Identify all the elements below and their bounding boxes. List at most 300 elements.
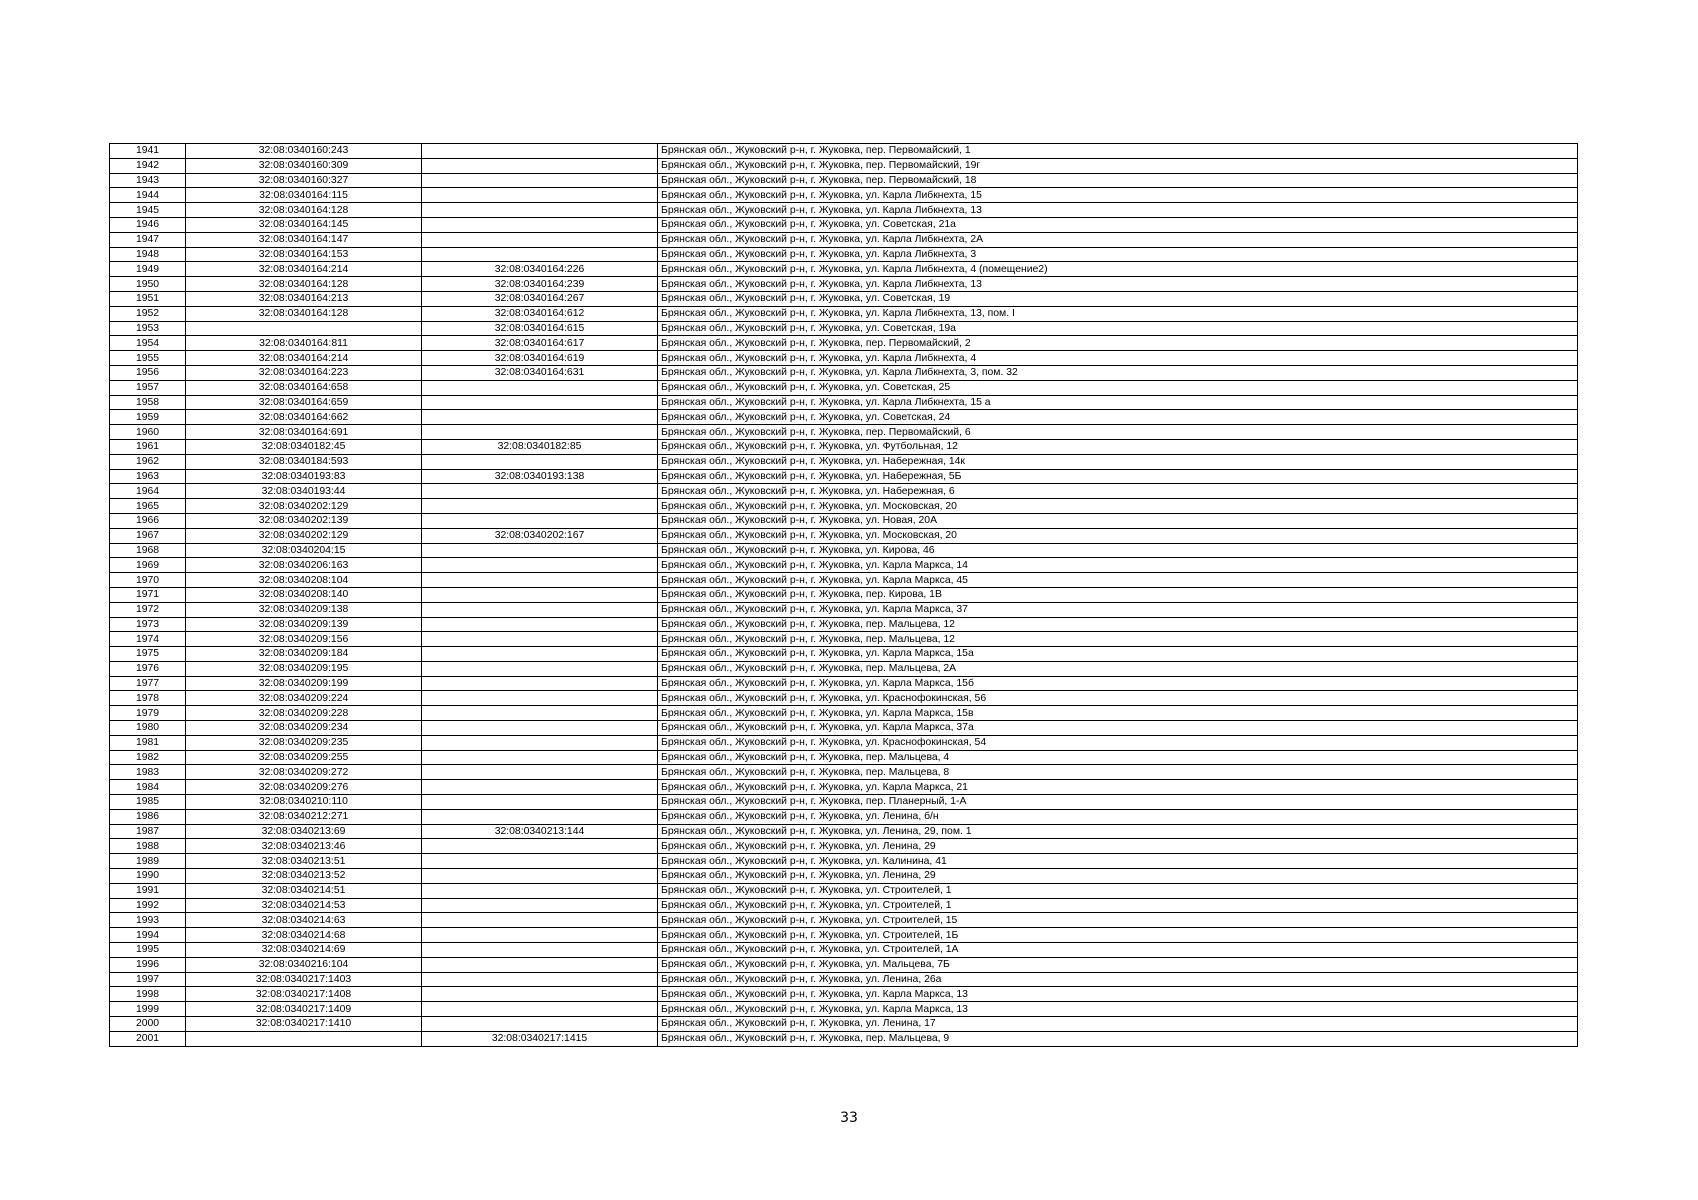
cadastral-number-cell: 32:08:0340160:243 <box>186 144 422 159</box>
table-row <box>110 395 1578 410</box>
row-number-cell: 1985 <box>110 795 186 810</box>
table-row <box>110 869 1578 884</box>
table-row <box>110 735 1578 750</box>
table-row <box>110 439 1578 454</box>
table-row <box>110 987 1578 1002</box>
row-number-cell: 1989 <box>110 854 186 869</box>
table-row <box>110 291 1578 306</box>
table-row <box>110 972 1578 987</box>
table-row <box>110 706 1578 721</box>
parent-cadastral-number-cell: 32:08:0340182:85 <box>422 439 658 454</box>
table-row <box>110 824 1578 839</box>
address-cell: Брянская обл., Жуковский р-н, г. Жуковка, ул. Ленина, 29 <box>658 839 1578 854</box>
address-cell: Брянская обл., Жуковский р-н, г. Жуковка, ул. Карла Маркса, 45 <box>658 573 1578 588</box>
parent-cadastral-number-cell <box>422 809 658 824</box>
address-cell: Брянская обл., Жуковский р-н, г. Жуковка, ул. Карла Маркса, 14 <box>658 558 1578 573</box>
address-cell: Брянская обл., Жуковский р-н, г. Жуковка, ул. Карла Либкнехта, 13 <box>658 203 1578 218</box>
table-row <box>110 247 1578 262</box>
cadastral-number-cell: 32:08:0340164:691 <box>186 425 422 440</box>
table-row <box>110 543 1578 558</box>
row-number-cell: 1951 <box>110 291 186 306</box>
cadastral-number-cell: 32:08:0340209:184 <box>186 647 422 662</box>
table-row <box>110 203 1578 218</box>
row-number-cell: 1958 <box>110 395 186 410</box>
table-row <box>110 780 1578 795</box>
row-number-cell: 1986 <box>110 809 186 824</box>
parent-cadastral-number-cell <box>422 425 658 440</box>
address-cell: Брянская обл., Жуковский р-н, г. Жуковка, ул. Советская, 24 <box>658 410 1578 425</box>
cadastral-number-cell: 32:08:0340209:199 <box>186 676 422 691</box>
address-cell: Брянская обл., Жуковский р-н, г. Жуковка, ул. Ленина, 29, пом. 1 <box>658 824 1578 839</box>
cadastral-number-cell: 32:08:0340209:195 <box>186 661 422 676</box>
parent-cadastral-number-cell <box>422 839 658 854</box>
parent-cadastral-number-cell <box>422 484 658 499</box>
cadastral-number-cell <box>186 1031 422 1046</box>
parent-cadastral-number-cell: 32:08:0340193:138 <box>422 469 658 484</box>
table-row <box>110 336 1578 351</box>
cadastral-number-cell: 32:08:0340164:128 <box>186 203 422 218</box>
cadastral-number-cell: 32:08:0340208:140 <box>186 587 422 602</box>
address-cell: Брянская обл., Жуковский р-н, г. Жуковка, ул. Карла Маркса, 21 <box>658 780 1578 795</box>
row-number-cell: 1979 <box>110 706 186 721</box>
table-row <box>110 262 1578 277</box>
parent-cadastral-number-cell: 32:08:0340164:267 <box>422 291 658 306</box>
cadastral-number-cell: 32:08:0340209:255 <box>186 750 422 765</box>
row-number-cell: 1988 <box>110 839 186 854</box>
address-cell: Брянская обл., Жуковский р-н, г. Жуковка, ул. Ленина, 26а <box>658 972 1578 987</box>
address-cell: Брянская обл., Жуковский р-н, г. Жуковка, пер. Мальцева, 9 <box>658 1031 1578 1046</box>
cadastral-number-cell: 32:08:0340193:83 <box>186 469 422 484</box>
address-cell: Брянская обл., Жуковский р-н, г. Жуковка, ул. Краснофокинская, 54 <box>658 735 1578 750</box>
cadastral-number-cell: 32:08:0340209:156 <box>186 632 422 647</box>
row-number-cell: 1947 <box>110 232 186 247</box>
address-cell: Брянская обл., Жуковский р-н, г. Жуковка, ул. Карла Либкнехта, 13, пом. I <box>658 306 1578 321</box>
parent-cadastral-number-cell <box>422 735 658 750</box>
table-row <box>110 484 1578 499</box>
cadastral-number-cell: 32:08:0340214:68 <box>186 928 422 943</box>
table-row <box>110 957 1578 972</box>
parent-cadastral-number-cell <box>422 454 658 469</box>
row-number-cell: 1998 <box>110 987 186 1002</box>
address-cell: Брянская обл., Жуковский р-н, г. Жуковка, ул. Карла Либкнехта, 4 <box>658 351 1578 366</box>
cadastral-number-cell: 32:08:0340210:110 <box>186 795 422 810</box>
table-row <box>110 721 1578 736</box>
parent-cadastral-number-cell: 32:08:0340202:167 <box>422 528 658 543</box>
row-number-cell: 1983 <box>110 765 186 780</box>
address-cell: Брянская обл., Жуковский р-н, г. Жуковка, ул. Краснофокинская, 56 <box>658 691 1578 706</box>
row-number-cell: 1961 <box>110 439 186 454</box>
cadastral-number-cell: 32:08:0340164:214 <box>186 351 422 366</box>
address-cell: Брянская обл., Жуковский р-н, г. Жуковка, пер. Первомайский, 2 <box>658 336 1578 351</box>
parent-cadastral-number-cell <box>422 1017 658 1032</box>
table-row <box>110 365 1578 380</box>
parent-cadastral-number-cell <box>422 898 658 913</box>
table-row <box>110 750 1578 765</box>
table-row <box>110 513 1578 528</box>
address-cell: Брянская обл., Жуковский р-н, г. Жуковка, ул. Карла Либкнехта, 2А <box>658 232 1578 247</box>
cadastral-table <box>109 143 1578 1047</box>
cadastral-number-cell: 32:08:0340216:104 <box>186 957 422 972</box>
cadastral-number-cell: 32:08:0340214:53 <box>186 898 422 913</box>
cadastral-number-cell: 32:08:0340209:228 <box>186 706 422 721</box>
address-cell: Брянская обл., Жуковский р-н, г. Жуковка, пер. Мальцева, 12 <box>658 632 1578 647</box>
parent-cadastral-number-cell <box>422 795 658 810</box>
parent-cadastral-number-cell: 32:08:0340164:631 <box>422 365 658 380</box>
table-row <box>110 809 1578 824</box>
row-number-cell: 1969 <box>110 558 186 573</box>
address-cell: Брянская обл., Жуковский р-н, г. Жуковка, ул. Карла Либкнехта, 3 <box>658 247 1578 262</box>
table-row <box>110 454 1578 469</box>
row-number-cell: 1997 <box>110 972 186 987</box>
table-row <box>110 277 1578 292</box>
cadastral-number-cell: 32:08:0340164:811 <box>186 336 422 351</box>
parent-cadastral-number-cell <box>422 661 658 676</box>
cadastral-number-cell <box>186 321 422 336</box>
table-row <box>110 854 1578 869</box>
row-number-cell: 1990 <box>110 869 186 884</box>
table-row <box>110 188 1578 203</box>
row-number-cell: 1966 <box>110 513 186 528</box>
table-row <box>110 602 1578 617</box>
row-number-cell: 1962 <box>110 454 186 469</box>
row-number-cell: 1960 <box>110 425 186 440</box>
address-cell: Брянская обл., Жуковский р-н, г. Жуковка, ул. Карла Либкнехта, 13 <box>658 277 1578 292</box>
row-number-cell: 1968 <box>110 543 186 558</box>
table-row <box>110 1031 1578 1046</box>
cadastral-number-cell: 32:08:0340164:659 <box>186 395 422 410</box>
parent-cadastral-number-cell <box>422 691 658 706</box>
parent-cadastral-number-cell <box>422 188 658 203</box>
parent-cadastral-number-cell <box>422 158 658 173</box>
address-cell: Брянская обл., Жуковский р-н, г. Жуковка, ул. Карла Маркса, 15в <box>658 706 1578 721</box>
parent-cadastral-number-cell: 32:08:0340217:1415 <box>422 1031 658 1046</box>
cadastral-number-cell: 32:08:0340209:224 <box>186 691 422 706</box>
row-number-cell: 1963 <box>110 469 186 484</box>
row-number-cell: 1970 <box>110 573 186 588</box>
address-cell: Брянская обл., Жуковский р-н, г. Жуковка, ул. Ленина, 17 <box>658 1017 1578 1032</box>
cadastral-number-cell: 32:08:0340213:69 <box>186 824 422 839</box>
address-cell: Брянская обл., Жуковский р-н, г. Жуковка, пер. Мальцева, 2А <box>658 661 1578 676</box>
parent-cadastral-number-cell <box>422 943 658 958</box>
address-cell: Брянская обл., Жуковский р-н, г. Жуковка, ул. Карла Маркса, 13 <box>658 1002 1578 1017</box>
row-number-cell: 1956 <box>110 365 186 380</box>
table-row <box>110 898 1578 913</box>
table-row <box>110 469 1578 484</box>
cadastral-number-cell: 32:08:0340164:147 <box>186 232 422 247</box>
cadastral-number-cell: 32:08:0340214:69 <box>186 943 422 958</box>
row-number-cell: 1975 <box>110 647 186 662</box>
parent-cadastral-number-cell <box>422 647 658 662</box>
row-number-cell: 1948 <box>110 247 186 262</box>
table-row <box>110 499 1578 514</box>
parent-cadastral-number-cell <box>422 750 658 765</box>
row-number-cell: 1941 <box>110 144 186 159</box>
page-number: 33 <box>840 1110 858 1126</box>
cadastral-number-cell: 32:08:0340206:163 <box>186 558 422 573</box>
parent-cadastral-number-cell <box>422 617 658 632</box>
address-cell: Брянская обл., Жуковский р-н, г. Жуковка, ул. Строителей, 1А <box>658 943 1578 958</box>
cadastral-number-cell: 32:08:0340202:139 <box>186 513 422 528</box>
parent-cadastral-number-cell <box>422 395 658 410</box>
row-number-cell: 1967 <box>110 528 186 543</box>
parent-cadastral-number-cell <box>422 144 658 159</box>
parent-cadastral-number-cell <box>422 780 658 795</box>
parent-cadastral-number-cell: 32:08:0340164:619 <box>422 351 658 366</box>
cadastral-number-cell: 32:08:0340164:128 <box>186 277 422 292</box>
address-cell: Брянская обл., Жуковский р-н, г. Жуковка, ул. Набережная, 14к <box>658 454 1578 469</box>
cadastral-number-cell: 32:08:0340164:214 <box>186 262 422 277</box>
row-number-cell: 1952 <box>110 306 186 321</box>
cadastral-number-cell: 32:08:0340212:271 <box>186 809 422 824</box>
cadastral-number-cell: 32:08:0340217:1403 <box>186 972 422 987</box>
parent-cadastral-number-cell <box>422 558 658 573</box>
address-cell: Брянская обл., Жуковский р-н, г. Жуковка, ул. Карла Либкнехта, 4 (помещение2) <box>658 262 1578 277</box>
table-row <box>110 232 1578 247</box>
row-number-cell: 1955 <box>110 351 186 366</box>
parent-cadastral-number-cell <box>422 173 658 188</box>
parent-cadastral-number-cell <box>422 247 658 262</box>
parent-cadastral-number-cell: 32:08:0340164:612 <box>422 306 658 321</box>
parent-cadastral-number-cell: 32:08:0340164:239 <box>422 277 658 292</box>
table-row <box>110 558 1578 573</box>
cadastral-number-cell: 32:08:0340164:662 <box>186 410 422 425</box>
table-row <box>110 928 1578 943</box>
parent-cadastral-number-cell <box>422 573 658 588</box>
parent-cadastral-number-cell <box>422 928 658 943</box>
cadastral-number-cell: 32:08:0340209:235 <box>186 735 422 750</box>
address-cell: Брянская обл., Жуковский р-н, г. Жуковка, ул. Карла Маркса, 37а <box>658 721 1578 736</box>
cadastral-number-cell: 32:08:0340214:51 <box>186 883 422 898</box>
table-row <box>110 158 1578 173</box>
row-number-cell: 1944 <box>110 188 186 203</box>
table-row <box>110 217 1578 232</box>
cadastral-number-cell: 32:08:0340164:153 <box>186 247 422 262</box>
row-number-cell: 1964 <box>110 484 186 499</box>
table-row <box>110 587 1578 602</box>
address-cell: Брянская обл., Жуковский р-н, г. Жуковка, ул. Новая, 20А <box>658 513 1578 528</box>
parent-cadastral-number-cell <box>422 676 658 691</box>
address-cell: Брянская обл., Жуковский р-н, г. Жуковка, пер. Планерный, 1-А <box>658 795 1578 810</box>
parent-cadastral-number-cell <box>422 217 658 232</box>
address-cell: Брянская обл., Жуковский р-н, г. Жуковка, пер. Мальцева, 4 <box>658 750 1578 765</box>
address-cell: Брянская обл., Жуковский р-н, г. Жуковка, ул. Московская, 20 <box>658 499 1578 514</box>
table-row <box>110 632 1578 647</box>
table-body <box>110 144 1578 1047</box>
address-cell: Брянская обл., Жуковский р-н, г. Жуковка, ул. Калинина, 41 <box>658 854 1578 869</box>
address-cell: Брянская обл., Жуковский р-н, г. Жуковка, пер. Мальцева, 12 <box>658 617 1578 632</box>
address-cell: Брянская обл., Жуковский р-н, г. Жуковка, ул. Строителей, 1 <box>658 898 1578 913</box>
parent-cadastral-number-cell <box>422 972 658 987</box>
row-number-cell: 1992 <box>110 898 186 913</box>
row-number-cell: 1994 <box>110 928 186 943</box>
row-number-cell: 1991 <box>110 883 186 898</box>
cadastral-number-cell: 32:08:0340202:129 <box>186 499 422 514</box>
cadastral-number-cell: 32:08:0340160:327 <box>186 173 422 188</box>
table-row <box>110 795 1578 810</box>
address-cell: Брянская обл., Жуковский р-н, г. Жуковка, пер. Первомайский, 19г <box>658 158 1578 173</box>
address-cell: Брянская обл., Жуковский р-н, г. Жуковка, пер. Первомайский, 1 <box>658 144 1578 159</box>
row-number-cell: 1996 <box>110 957 186 972</box>
address-cell: Брянская обл., Жуковский р-н, г. Жуковка, пер. Мальцева, 8 <box>658 765 1578 780</box>
table-row <box>110 765 1578 780</box>
row-number-cell: 1965 <box>110 499 186 514</box>
cadastral-number-cell: 32:08:0340164:213 <box>186 291 422 306</box>
row-number-cell: 1953 <box>110 321 186 336</box>
parent-cadastral-number-cell <box>422 380 658 395</box>
cadastral-number-cell: 32:08:0340209:234 <box>186 721 422 736</box>
cadastral-number-cell: 32:08:0340164:658 <box>186 380 422 395</box>
address-cell: Брянская обл., Жуковский р-н, г. Жуковка, ул. Карла Маркса, 15а <box>658 647 1578 662</box>
row-number-cell: 1978 <box>110 691 186 706</box>
parent-cadastral-number-cell <box>422 543 658 558</box>
parent-cadastral-number-cell: 32:08:0340164:615 <box>422 321 658 336</box>
row-number-cell: 1984 <box>110 780 186 795</box>
row-number-cell: 1980 <box>110 721 186 736</box>
table-row <box>110 1017 1578 1032</box>
row-number-cell: 1942 <box>110 158 186 173</box>
cadastral-number-cell: 32:08:0340208:104 <box>186 573 422 588</box>
cadastral-number-cell: 32:08:0340209:272 <box>186 765 422 780</box>
cadastral-number-cell: 32:08:0340214:63 <box>186 913 422 928</box>
row-number-cell: 1999 <box>110 1002 186 1017</box>
cadastral-number-cell: 32:08:0340193:44 <box>186 484 422 499</box>
row-number-cell: 2000 <box>110 1017 186 1032</box>
table-row <box>110 410 1578 425</box>
row-number-cell: 1977 <box>110 676 186 691</box>
cadastral-number-cell: 32:08:0340209:139 <box>186 617 422 632</box>
parent-cadastral-number-cell <box>422 602 658 617</box>
parent-cadastral-number-cell <box>422 987 658 1002</box>
address-cell: Брянская обл., Жуковский р-н, г. Жуковка, пер. Кирова, 1В <box>658 587 1578 602</box>
parent-cadastral-number-cell <box>422 232 658 247</box>
parent-cadastral-number-cell <box>422 721 658 736</box>
parent-cadastral-number-cell <box>422 410 658 425</box>
table-row <box>110 1002 1578 1017</box>
table-row <box>110 351 1578 366</box>
row-number-cell: 1987 <box>110 824 186 839</box>
table-row <box>110 943 1578 958</box>
row-number-cell: 2001 <box>110 1031 186 1046</box>
parent-cadastral-number-cell <box>422 499 658 514</box>
parent-cadastral-number-cell <box>422 203 658 218</box>
address-cell: Брянская обл., Жуковский р-н, г. Жуковка, ул. Советская, 19 <box>658 291 1578 306</box>
parent-cadastral-number-cell <box>422 513 658 528</box>
row-number-cell: 1981 <box>110 735 186 750</box>
address-cell: Брянская обл., Жуковский р-н, г. Жуковка, ул. Мальцева, 7Б <box>658 957 1578 972</box>
table-row <box>110 425 1578 440</box>
address-cell: Брянская обл., Жуковский р-н, г. Жуковка, ул. Ленина, 29 <box>658 869 1578 884</box>
row-number-cell: 1946 <box>110 217 186 232</box>
address-cell: Брянская обл., Жуковский р-н, г. Жуковка, ул. Строителей, 1Б <box>658 928 1578 943</box>
row-number-cell: 1949 <box>110 262 186 277</box>
parent-cadastral-number-cell <box>422 765 658 780</box>
address-cell: Брянская обл., Жуковский р-н, г. Жуковка, ул. Карла Либкнехта, 15 <box>658 188 1578 203</box>
parent-cadastral-number-cell: 32:08:0340164:226 <box>422 262 658 277</box>
row-number-cell: 1974 <box>110 632 186 647</box>
cadastral-number-cell: 32:08:0340213:51 <box>186 854 422 869</box>
parent-cadastral-number-cell: 32:08:0340164:617 <box>422 336 658 351</box>
parent-cadastral-number-cell <box>422 854 658 869</box>
table-row <box>110 617 1578 632</box>
cadastral-number-cell: 32:08:0340213:52 <box>186 869 422 884</box>
address-cell: Брянская обл., Жуковский р-н, г. Жуковка, ул. Футбольная, 12 <box>658 439 1578 454</box>
row-number-cell: 1971 <box>110 587 186 602</box>
table-row <box>110 573 1578 588</box>
table-row <box>110 676 1578 691</box>
row-number-cell: 1976 <box>110 661 186 676</box>
cadastral-number-cell: 32:08:0340217:1408 <box>186 987 422 1002</box>
address-cell: Брянская обл., Жуковский р-н, г. Жуковка, ул. Набережная, 6 <box>658 484 1578 499</box>
table-row <box>110 321 1578 336</box>
cadastral-number-cell: 32:08:0340182:45 <box>186 439 422 454</box>
row-number-cell: 1943 <box>110 173 186 188</box>
cadastral-number-cell: 32:08:0340217:1409 <box>186 1002 422 1017</box>
address-cell: Брянская обл., Жуковский р-н, г. Жуковка, ул. Советская, 25 <box>658 380 1578 395</box>
row-number-cell: 1959 <box>110 410 186 425</box>
cadastral-number-cell: 32:08:0340209:138 <box>186 602 422 617</box>
parent-cadastral-number-cell <box>422 957 658 972</box>
address-cell: Брянская обл., Жуковский р-н, г. Жуковка, ул. Строителей, 15 <box>658 913 1578 928</box>
address-cell: Брянская обл., Жуковский р-н, г. Жуковка, ул. Карла Либкнехта, 15 а <box>658 395 1578 410</box>
address-cell: Брянская обл., Жуковский р-н, г. Жуковка, ул. Советская, 19а <box>658 321 1578 336</box>
cadastral-number-cell: 32:08:0340209:276 <box>186 780 422 795</box>
cadastral-number-cell: 32:08:0340184:593 <box>186 454 422 469</box>
address-cell: Брянская обл., Жуковский р-н, г. Жуковка, ул. Кирова, 46 <box>658 543 1578 558</box>
parent-cadastral-number-cell: 32:08:0340213:144 <box>422 824 658 839</box>
table-row <box>110 913 1578 928</box>
row-number-cell: 1957 <box>110 380 186 395</box>
cadastral-number-cell: 32:08:0340217:1410 <box>186 1017 422 1032</box>
parent-cadastral-number-cell <box>422 913 658 928</box>
address-cell: Брянская обл., Жуковский р-н, г. Жуковка, ул. Карла Маркса, 15б <box>658 676 1578 691</box>
table-row <box>110 380 1578 395</box>
table-row <box>110 691 1578 706</box>
parent-cadastral-number-cell <box>422 1002 658 1017</box>
table-row <box>110 144 1578 159</box>
address-cell: Брянская обл., Жуковский р-н, г. Жуковка, ул. Советская, 21а <box>658 217 1578 232</box>
parent-cadastral-number-cell <box>422 706 658 721</box>
cadastral-number-cell: 32:08:0340204:15 <box>186 543 422 558</box>
address-cell: Брянская обл., Жуковский р-н, г. Жуковка, ул. Карла Маркса, 13 <box>658 987 1578 1002</box>
table-row <box>110 883 1578 898</box>
parent-cadastral-number-cell <box>422 587 658 602</box>
address-cell: Брянская обл., Жуковский р-н, г. Жуковка, пер. Первомайский, 18 <box>658 173 1578 188</box>
parent-cadastral-number-cell <box>422 632 658 647</box>
address-cell: Брянская обл., Жуковский р-н, г. Жуковка, ул. Карла Маркса, 37 <box>658 602 1578 617</box>
cadastral-number-cell: 32:08:0340164:145 <box>186 217 422 232</box>
row-number-cell: 1950 <box>110 277 186 292</box>
table-row <box>110 647 1578 662</box>
cadastral-number-cell: 32:08:0340160:309 <box>186 158 422 173</box>
cadastral-number-cell: 32:08:0340164:128 <box>186 306 422 321</box>
address-cell: Брянская обл., Жуковский р-н, г. Жуковка, пер. Первомайский, 6 <box>658 425 1578 440</box>
row-number-cell: 1995 <box>110 943 186 958</box>
row-number-cell: 1972 <box>110 602 186 617</box>
table-row <box>110 173 1578 188</box>
table-row <box>110 839 1578 854</box>
table-row <box>110 528 1578 543</box>
table-row <box>110 306 1578 321</box>
address-cell: Брянская обл., Жуковский р-н, г. Жуковка, ул. Московская, 20 <box>658 528 1578 543</box>
address-cell: Брянская обл., Жуковский р-н, г. Жуковка, ул. Карла Либкнехта, 3, пом. 32 <box>658 365 1578 380</box>
cadastral-number-cell: 32:08:0340164:115 <box>186 188 422 203</box>
cadastral-number-cell: 32:08:0340213:46 <box>186 839 422 854</box>
address-cell: Брянская обл., Жуковский р-н, г. Жуковка, ул. Набережная, 5Б <box>658 469 1578 484</box>
table-row <box>110 661 1578 676</box>
parent-cadastral-number-cell <box>422 869 658 884</box>
parent-cadastral-number-cell <box>422 883 658 898</box>
row-number-cell: 1954 <box>110 336 186 351</box>
